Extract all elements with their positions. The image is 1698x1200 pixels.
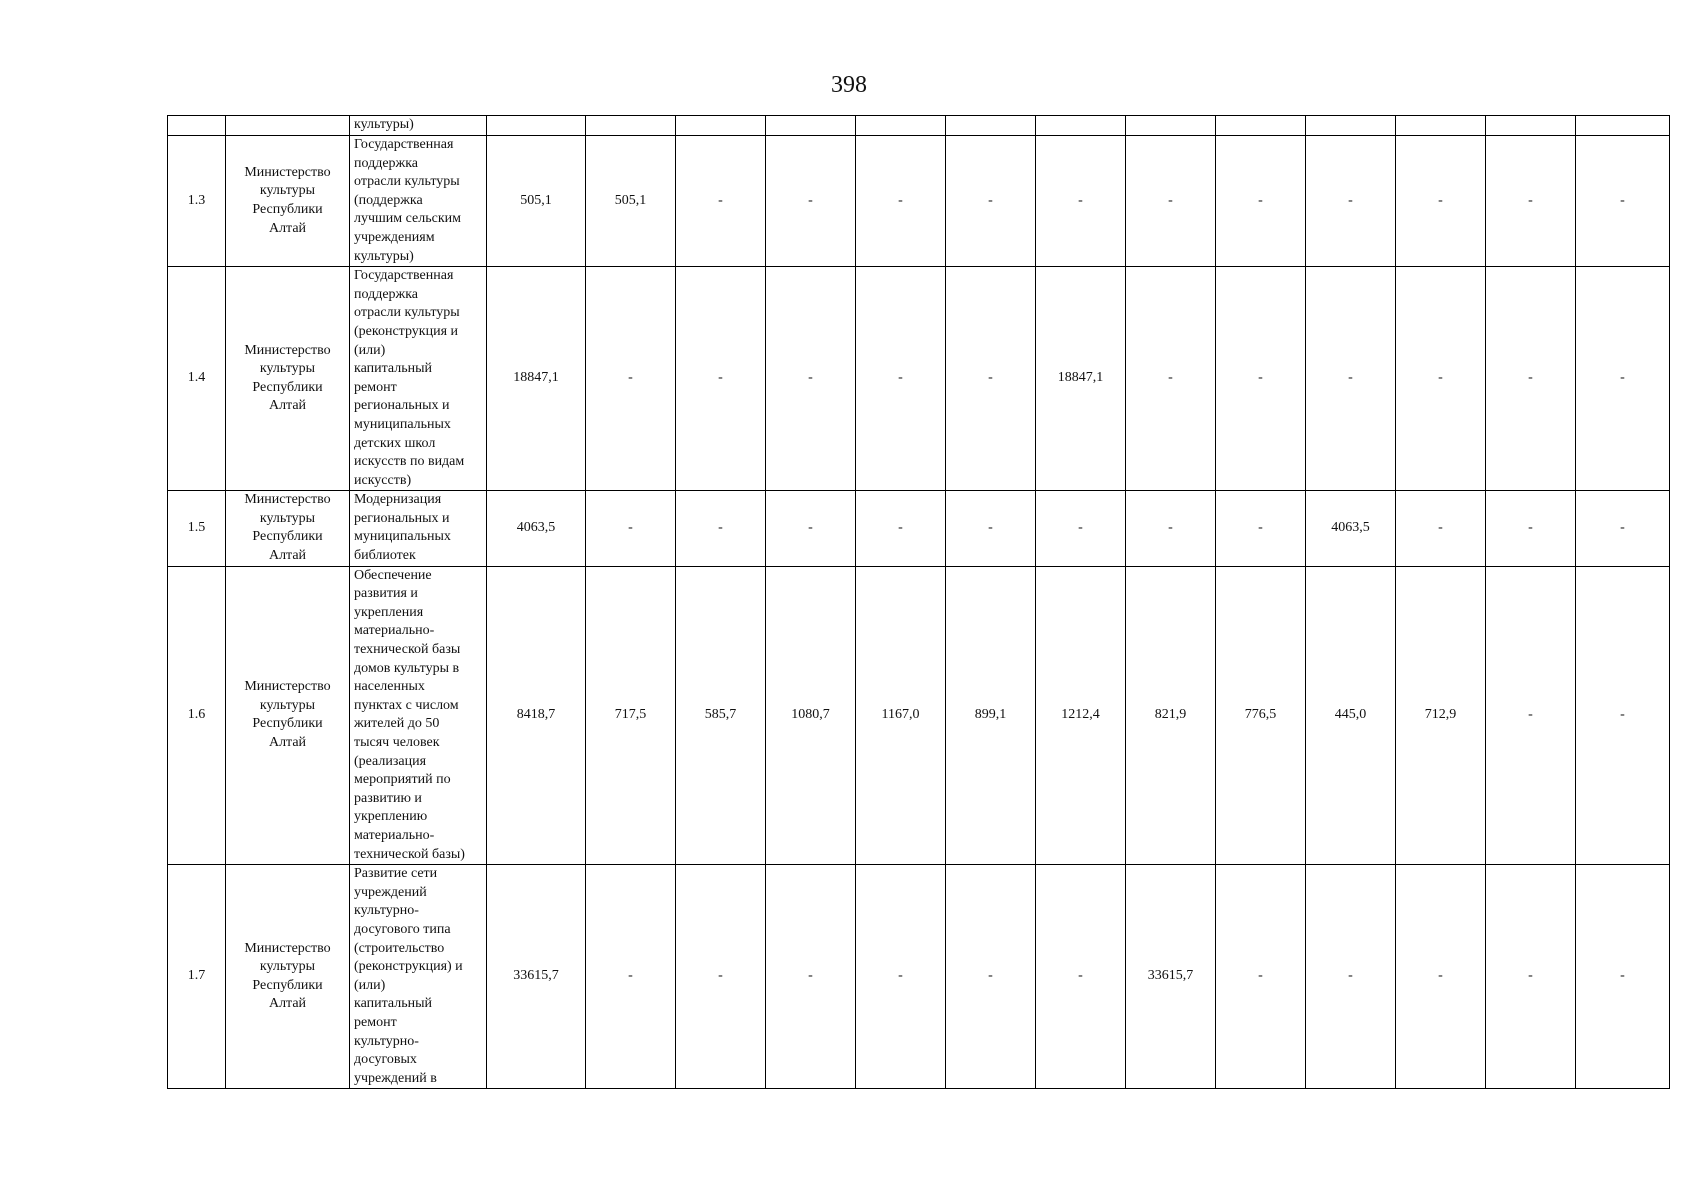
value-cell: - xyxy=(946,267,1036,491)
value-cell: - xyxy=(1216,491,1306,566)
value-cell: - xyxy=(1486,136,1576,267)
value-cell: 4063,5 xyxy=(487,491,586,566)
value-cell xyxy=(1216,116,1306,136)
value-cell: 776,5 xyxy=(1216,566,1306,865)
value-cell: 445,0 xyxy=(1306,566,1396,865)
value-cell: - xyxy=(766,136,856,267)
value-cell: - xyxy=(856,491,946,566)
value-cell: 4063,5 xyxy=(1306,491,1396,566)
value-cell: - xyxy=(1396,865,1486,1089)
value-cell: - xyxy=(1036,136,1126,267)
value-cell xyxy=(487,116,586,136)
value-cell: 33615,7 xyxy=(487,865,586,1089)
value-cell: - xyxy=(766,865,856,1089)
table-row xyxy=(168,267,1670,491)
measure-description: Государственная поддержка отрасли культуры (поддержка лучшим сельским учреждениям культуры) xyxy=(350,136,487,267)
value-cell: - xyxy=(1306,865,1396,1089)
value-cell: 1167,0 xyxy=(856,566,946,865)
value-cell xyxy=(766,116,856,136)
table-row xyxy=(168,136,1670,267)
responsible-org: Министерство культуры Республики Алтай xyxy=(226,136,350,267)
value-cell: - xyxy=(676,136,766,267)
value-cell: - xyxy=(586,491,676,566)
value-cell: - xyxy=(1396,491,1486,566)
table-row xyxy=(168,566,1670,865)
value-cell: - xyxy=(946,491,1036,566)
row-number: 1.3 xyxy=(168,136,226,267)
value-cell: - xyxy=(946,136,1036,267)
value-cell xyxy=(1576,116,1670,136)
table-body xyxy=(168,116,1670,1089)
responsible-org xyxy=(226,116,350,136)
responsible-org: Министерство культуры Республики Алтай xyxy=(226,865,350,1089)
value-cell: - xyxy=(1486,566,1576,865)
row-number: 1.5 xyxy=(168,491,226,566)
value-cell: - xyxy=(1486,491,1576,566)
value-cell xyxy=(1306,116,1396,136)
value-cell: - xyxy=(1216,865,1306,1089)
value-cell xyxy=(586,116,676,136)
value-cell: - xyxy=(1576,865,1670,1089)
row-number: 1.4 xyxy=(168,267,226,491)
value-cell xyxy=(1486,116,1576,136)
table-row xyxy=(168,491,1670,566)
responsible-org: Министерство культуры Республики Алтай xyxy=(226,491,350,566)
value-cell: - xyxy=(1216,267,1306,491)
value-cell: 18847,1 xyxy=(487,267,586,491)
value-cell: 717,5 xyxy=(586,566,676,865)
value-cell xyxy=(1036,116,1126,136)
value-cell: 585,7 xyxy=(676,566,766,865)
value-cell: 821,9 xyxy=(1126,566,1216,865)
value-cell: - xyxy=(1486,267,1576,491)
value-cell: - xyxy=(1396,136,1486,267)
measure-description: культуры) xyxy=(350,116,487,136)
value-cell: - xyxy=(1126,491,1216,566)
value-cell: - xyxy=(676,491,766,566)
value-cell xyxy=(1396,116,1486,136)
table-row xyxy=(168,865,1670,1089)
value-cell: - xyxy=(1486,865,1576,1089)
measure-description: Обеспечение развития и укрепления материально- технической базы домов культуры в населенных пунктах с числом жителей до 50 тысяч человек (реализация мероприятий по развитию и укреплению материально- технической базы) xyxy=(350,566,487,865)
table-row-continued xyxy=(168,116,1670,136)
value-cell: 1080,7 xyxy=(766,566,856,865)
value-cell: - xyxy=(946,865,1036,1089)
value-cell xyxy=(856,116,946,136)
value-cell xyxy=(946,116,1036,136)
value-cell: 505,1 xyxy=(586,136,676,267)
measure-description: Государственная поддержка отрасли культуры (реконструкция и (или) капитальный ремонт региональных и муниципальных детских школ искусств по видам искусств) xyxy=(350,267,487,491)
value-cell: - xyxy=(1036,491,1126,566)
value-cell: - xyxy=(1576,491,1670,566)
value-cell: - xyxy=(1306,267,1396,491)
value-cell: - xyxy=(1126,267,1216,491)
row-number: 1.6 xyxy=(168,566,226,865)
value-cell: - xyxy=(766,491,856,566)
value-cell: - xyxy=(676,865,766,1089)
responsible-org: Министерство культуры Республики Алтай xyxy=(226,267,350,491)
value-cell: - xyxy=(586,267,676,491)
value-cell: - xyxy=(1036,865,1126,1089)
budget-table xyxy=(167,115,1670,1089)
value-cell: - xyxy=(766,267,856,491)
value-cell: 712,9 xyxy=(1396,566,1486,865)
value-cell: - xyxy=(1216,136,1306,267)
responsible-org: Министерство культуры Республики Алтай xyxy=(226,566,350,865)
value-cell xyxy=(676,116,766,136)
value-cell: - xyxy=(1576,566,1670,865)
value-cell: 33615,7 xyxy=(1126,865,1216,1089)
value-cell: 18847,1 xyxy=(1036,267,1126,491)
row-number xyxy=(168,116,226,136)
row-number: 1.7 xyxy=(168,865,226,1089)
value-cell: - xyxy=(856,136,946,267)
measure-description: Модернизация региональных и муниципальных библиотек xyxy=(350,491,487,566)
value-cell: - xyxy=(1126,136,1216,267)
value-cell: - xyxy=(1306,136,1396,267)
value-cell: - xyxy=(856,267,946,491)
value-cell: - xyxy=(586,865,676,1089)
value-cell: - xyxy=(676,267,766,491)
value-cell: - xyxy=(1396,267,1486,491)
value-cell: - xyxy=(856,865,946,1089)
value-cell: - xyxy=(1576,267,1670,491)
value-cell: 899,1 xyxy=(946,566,1036,865)
page-number: 398 xyxy=(831,72,867,98)
value-cell: - xyxy=(1576,136,1670,267)
value-cell: 8418,7 xyxy=(487,566,586,865)
value-cell xyxy=(1126,116,1216,136)
value-cell: 1212,4 xyxy=(1036,566,1126,865)
measure-description: Развитие сети учреждений культурно- досугового типа (строительство (реконструкция) и (или) капитальный ремонт культурно- досуговых учреждений в xyxy=(350,865,487,1089)
value-cell: 505,1 xyxy=(487,136,586,267)
